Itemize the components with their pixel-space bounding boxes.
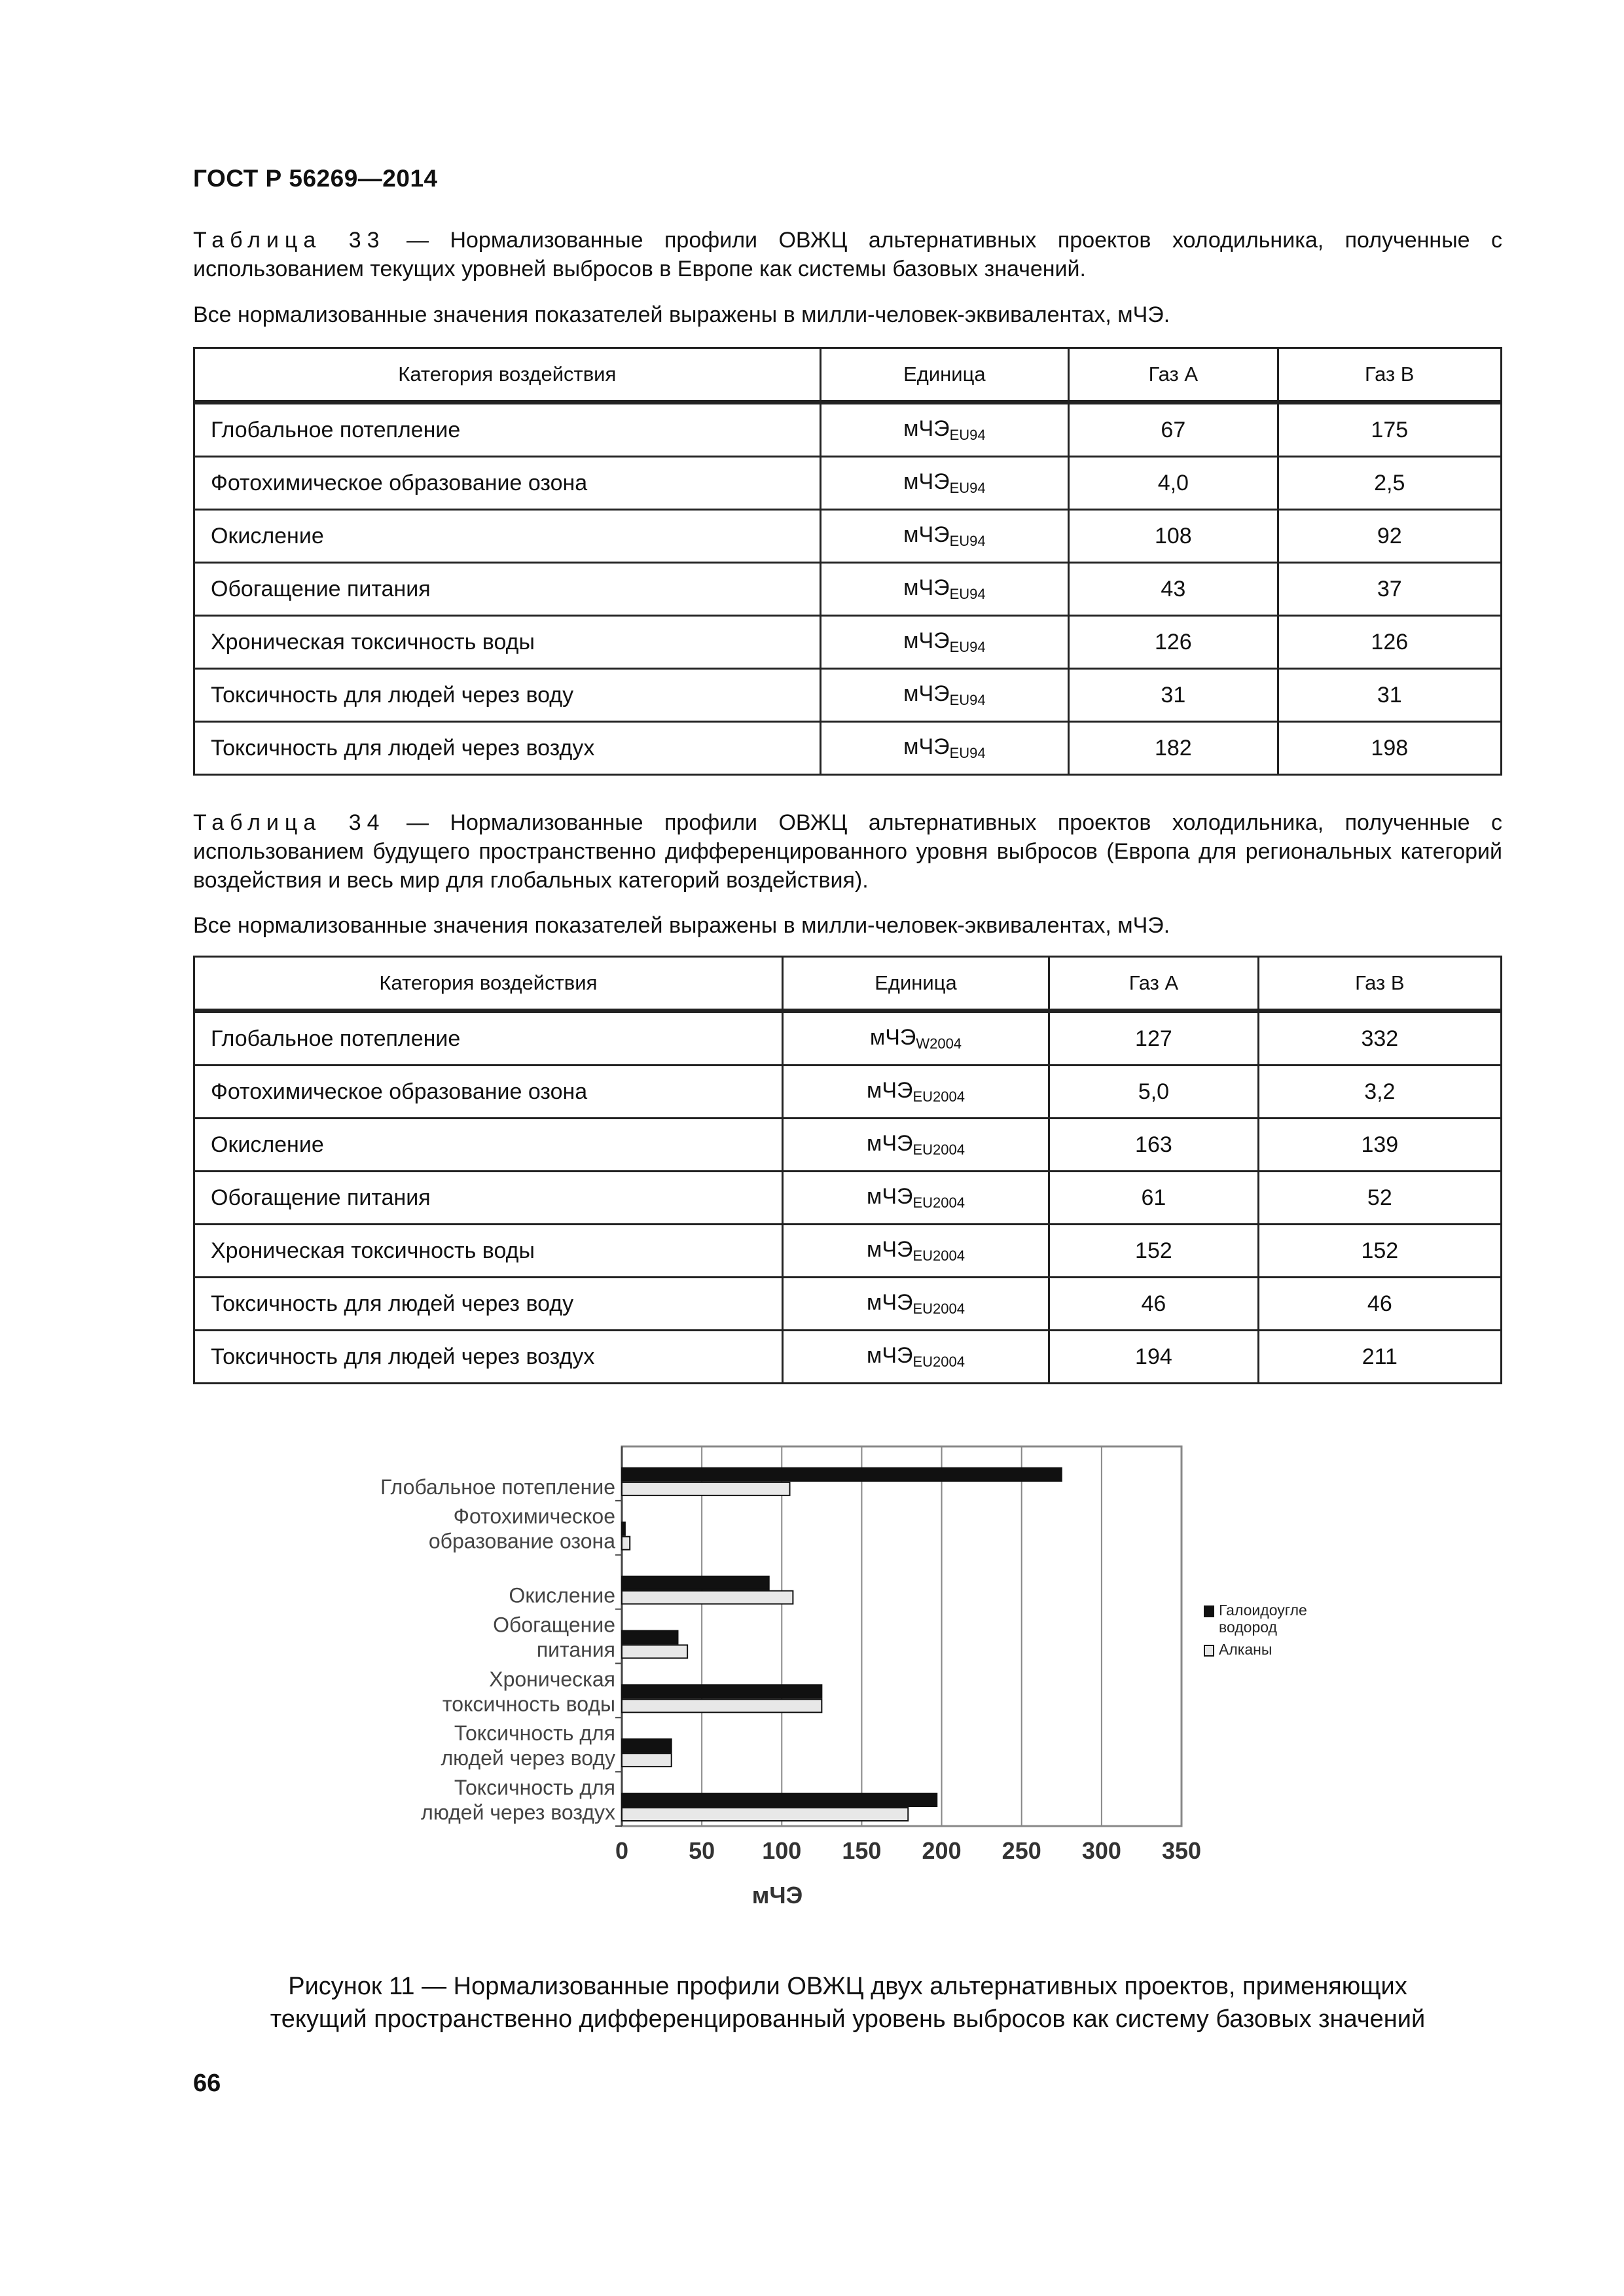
unit-cell xyxy=(820,722,1068,775)
category-label: людей через воду xyxy=(441,1746,615,1770)
gas-b-cell: 332 xyxy=(1258,1011,1501,1066)
gas-b-cell: 92 xyxy=(1278,510,1501,563)
gas-a-cell: 46 xyxy=(1049,1278,1258,1331)
gas-a-cell: 61 xyxy=(1049,1172,1258,1225)
gas-b-cell: 211 xyxy=(1258,1331,1501,1384)
gas-a-cell: 163 xyxy=(1049,1119,1258,1172)
gas-a-cell: 152 xyxy=(1049,1225,1258,1278)
category-cell: Фотохимическое образование озона xyxy=(194,457,821,510)
table-header-row xyxy=(194,957,1502,1011)
category-label: Обогащение xyxy=(493,1613,615,1637)
table-row xyxy=(194,563,1502,616)
table-33-caption-text: — Нормализованные профили ОВЖЦ альтернативных проектов холодильника, полученные с использованием текущих уровней выбросов в Европе как системы базовых значений. xyxy=(193,228,1503,281)
category-cell: Обогащение питания xyxy=(194,563,821,616)
table-row xyxy=(194,669,1502,722)
gas-a-cell: 67 xyxy=(1069,403,1278,457)
gas-a-cell: 31 xyxy=(1069,669,1278,722)
x-tick-label: 200 xyxy=(922,1837,962,1864)
bar-halocarbon xyxy=(622,1577,769,1590)
unit-text: мЧЭ xyxy=(866,1343,913,1368)
gas-b-cell: 152 xyxy=(1258,1225,1501,1278)
unit-text: мЧЭ xyxy=(866,1237,913,1262)
table-row xyxy=(194,1011,1502,1066)
table-33 xyxy=(193,347,1502,776)
unit-subscript: EU2004 xyxy=(912,1300,965,1317)
x-tick-label: 0 xyxy=(615,1837,629,1864)
unit-text: мЧЭ xyxy=(903,628,950,653)
legend-label: Алканы xyxy=(1219,1641,1272,1658)
table-row xyxy=(194,510,1502,563)
category-label: Токсичность для xyxy=(454,1776,615,1799)
category-cell: Фотохимическое образование озона xyxy=(194,1066,783,1119)
unit-subscript: EU94 xyxy=(949,692,986,708)
table-row xyxy=(194,1225,1502,1278)
unit-text: мЧЭ xyxy=(903,681,950,706)
table-34 xyxy=(193,956,1502,1384)
x-tick-label: 50 xyxy=(689,1837,715,1864)
unit-subscript: EU2004 xyxy=(912,1141,965,1158)
page-header: ГОСТ Р 56269—2014 xyxy=(193,165,438,192)
bar-alkanes xyxy=(622,1699,821,1712)
legend-swatch xyxy=(1204,1645,1214,1656)
gas-a-cell: 127 xyxy=(1049,1011,1258,1066)
unit-text: мЧЭ xyxy=(866,1184,913,1209)
gas-a-cell: 108 xyxy=(1069,510,1278,563)
table-34-note: Все нормализованные значения показателей выражены в милли-человек-эквивалентах, мЧЭ. xyxy=(193,913,1170,938)
column-header: Категория воздействия xyxy=(194,957,783,1011)
unit-subscript: EU2004 xyxy=(912,1247,965,1264)
unit-subscript: EU94 xyxy=(949,586,986,602)
figure-caption-line-1: Рисунок 11 — Нормализованные профили ОВЖЦ двух альтернативных проектов, применяющих xyxy=(288,1973,1407,2000)
table-row xyxy=(194,1119,1502,1172)
table-33-label: Таблица 33 xyxy=(193,228,386,253)
category-label: образование озона xyxy=(428,1529,615,1553)
gas-b-cell: 37 xyxy=(1278,563,1501,616)
category-cell: Окисление xyxy=(194,510,821,563)
unit-cell xyxy=(782,1119,1049,1172)
column-header: Газ А xyxy=(1069,348,1278,403)
gas-b-cell: 3,2 xyxy=(1258,1066,1501,1119)
normalized-profiles-chart xyxy=(353,1433,1335,1931)
figure-11-caption xyxy=(193,1970,1502,2036)
unit-text: мЧЭ xyxy=(903,522,950,547)
gas-b-cell: 198 xyxy=(1278,722,1501,775)
category-cell: Хроническая токсичность воды xyxy=(194,616,821,669)
unit-cell xyxy=(820,616,1068,669)
gas-a-cell: 194 xyxy=(1049,1331,1258,1384)
unit-subscript: W2004 xyxy=(916,1035,962,1052)
page-number: 66 xyxy=(193,2070,221,2097)
category-label: Фотохимическое xyxy=(453,1504,615,1528)
table-34-caption-text: — Нормализованные профили ОВЖЦ альтернативных проектов холодильника, полученные с использованием будущего пространственно дифференцированного уровня выбросов (Европа для региональных категорий воздействия и весь мир для глобальных категорий воздействия). xyxy=(193,810,1503,893)
figure-caption-line-2: текущий пространственно дифференцированный уровень выбросов как систему базовых значений xyxy=(270,2005,1426,2033)
bar-alkanes xyxy=(622,1482,790,1496)
gas-a-cell: 5,0 xyxy=(1049,1066,1258,1119)
category-label: людей через воздух xyxy=(421,1801,615,1824)
table-row xyxy=(194,403,1502,457)
unit-subscript: EU94 xyxy=(949,533,986,549)
unit-text: мЧЭ xyxy=(866,1290,913,1315)
bar-alkanes xyxy=(622,1753,672,1767)
gas-a-cell: 126 xyxy=(1069,616,1278,669)
category-cell: Токсичность для людей через воду xyxy=(194,669,821,722)
gas-b-cell: 2,5 xyxy=(1278,457,1501,510)
legend-label: водород xyxy=(1219,1619,1277,1636)
unit-text: мЧЭ xyxy=(903,734,950,759)
gas-b-cell: 175 xyxy=(1278,403,1501,457)
bar-alkanes xyxy=(622,1808,908,1821)
category-label: токсичность воды xyxy=(442,1692,615,1716)
unit-text: мЧЭ xyxy=(903,416,950,441)
table-33-note: Все нормализованные значения показателей выражены в милли-человек-эквивалентах, мЧЭ. xyxy=(193,302,1170,327)
unit-text: мЧЭ xyxy=(903,469,950,494)
unit-subscript: EU2004 xyxy=(912,1354,965,1370)
legend-label: Галоидоугле xyxy=(1219,1602,1307,1619)
unit-subscript: EU94 xyxy=(949,639,986,655)
unit-subscript: EU94 xyxy=(949,427,986,443)
column-header: Единица xyxy=(782,957,1049,1011)
unit-cell xyxy=(782,1331,1049,1384)
table-33-caption xyxy=(193,226,1502,283)
unit-subscript: EU2004 xyxy=(912,1088,965,1105)
unit-cell xyxy=(782,1278,1049,1331)
column-header: Единица xyxy=(820,348,1068,403)
bar-alkanes xyxy=(622,1591,793,1604)
table-34-label: Таблица 34 xyxy=(193,810,386,835)
category-label: Хроническая xyxy=(489,1667,615,1691)
x-tick-label: 350 xyxy=(1161,1837,1202,1864)
bar-halocarbon xyxy=(622,1793,937,1806)
gas-b-cell: 126 xyxy=(1278,616,1501,669)
table-row xyxy=(194,1172,1502,1225)
table-34-caption xyxy=(193,808,1502,895)
gas-b-cell: 31 xyxy=(1278,669,1501,722)
bar-halocarbon xyxy=(622,1685,821,1698)
bar-alkanes xyxy=(622,1645,687,1658)
x-tick-label: 150 xyxy=(842,1837,882,1864)
category-cell: Хроническая токсичность воды xyxy=(194,1225,783,1278)
unit-subscript: EU94 xyxy=(949,745,986,761)
unit-text: мЧЭ xyxy=(869,1025,916,1050)
category-label: Глобальное потепление xyxy=(380,1475,615,1499)
category-cell: Обогащение питания xyxy=(194,1172,783,1225)
table-header-row xyxy=(194,348,1502,403)
table-row xyxy=(194,722,1502,775)
category-label: Окисление xyxy=(509,1583,615,1607)
bar-halocarbon xyxy=(622,1739,672,1752)
bar-halocarbon xyxy=(622,1468,1062,1481)
category-cell: Глобальное потепление xyxy=(194,1011,783,1066)
unit-cell xyxy=(782,1172,1049,1225)
unit-subscript: EU94 xyxy=(949,480,986,496)
x-tick-label: 250 xyxy=(1001,1837,1041,1864)
bar-halocarbon xyxy=(622,1522,625,1535)
plot-area xyxy=(622,1446,1182,1826)
unit-cell xyxy=(820,669,1068,722)
unit-cell xyxy=(820,457,1068,510)
unit-cell xyxy=(782,1225,1049,1278)
gas-a-cell: 4,0 xyxy=(1069,457,1278,510)
table-row xyxy=(194,1278,1502,1331)
gas-b-cell: 139 xyxy=(1258,1119,1501,1172)
column-header: Газ В xyxy=(1258,957,1501,1011)
category-cell: Токсичность для людей через воздух xyxy=(194,1331,783,1384)
table-row xyxy=(194,1066,1502,1119)
x-tick-label: 300 xyxy=(1081,1837,1121,1864)
unit-text: мЧЭ xyxy=(903,575,950,600)
unit-cell xyxy=(782,1066,1049,1119)
unit-subscript: EU2004 xyxy=(912,1194,965,1211)
gas-a-cell: 43 xyxy=(1069,563,1278,616)
gas-a-cell: 182 xyxy=(1069,722,1278,775)
column-header: Газ А xyxy=(1049,957,1258,1011)
unit-text: мЧЭ xyxy=(866,1131,913,1156)
table-row xyxy=(194,616,1502,669)
table-row xyxy=(194,457,1502,510)
bar-halocarbon xyxy=(622,1630,678,1643)
column-header: Категория воздействия xyxy=(194,348,821,403)
x-tick-label: 100 xyxy=(762,1837,802,1864)
unit-cell xyxy=(820,563,1068,616)
category-label: питания xyxy=(536,1638,615,1662)
category-label: Токсичность для xyxy=(454,1721,615,1746)
category-cell: Окисление xyxy=(194,1119,783,1172)
category-cell: Токсичность для людей через воду xyxy=(194,1278,783,1331)
unit-cell xyxy=(782,1011,1049,1066)
table-row xyxy=(194,1331,1502,1384)
x-axis-title: мЧЭ xyxy=(751,1882,803,1909)
category-cell: Токсичность для людей через воздух xyxy=(194,722,821,775)
unit-cell xyxy=(820,510,1068,563)
category-cell: Глобальное потепление xyxy=(194,403,821,457)
gas-b-cell: 46 xyxy=(1258,1278,1501,1331)
legend-swatch xyxy=(1204,1606,1214,1617)
column-header: Газ В xyxy=(1278,348,1501,403)
bar-alkanes xyxy=(622,1537,630,1550)
unit-text: мЧЭ xyxy=(866,1078,913,1103)
unit-cell xyxy=(820,403,1068,457)
gas-b-cell: 52 xyxy=(1258,1172,1501,1225)
